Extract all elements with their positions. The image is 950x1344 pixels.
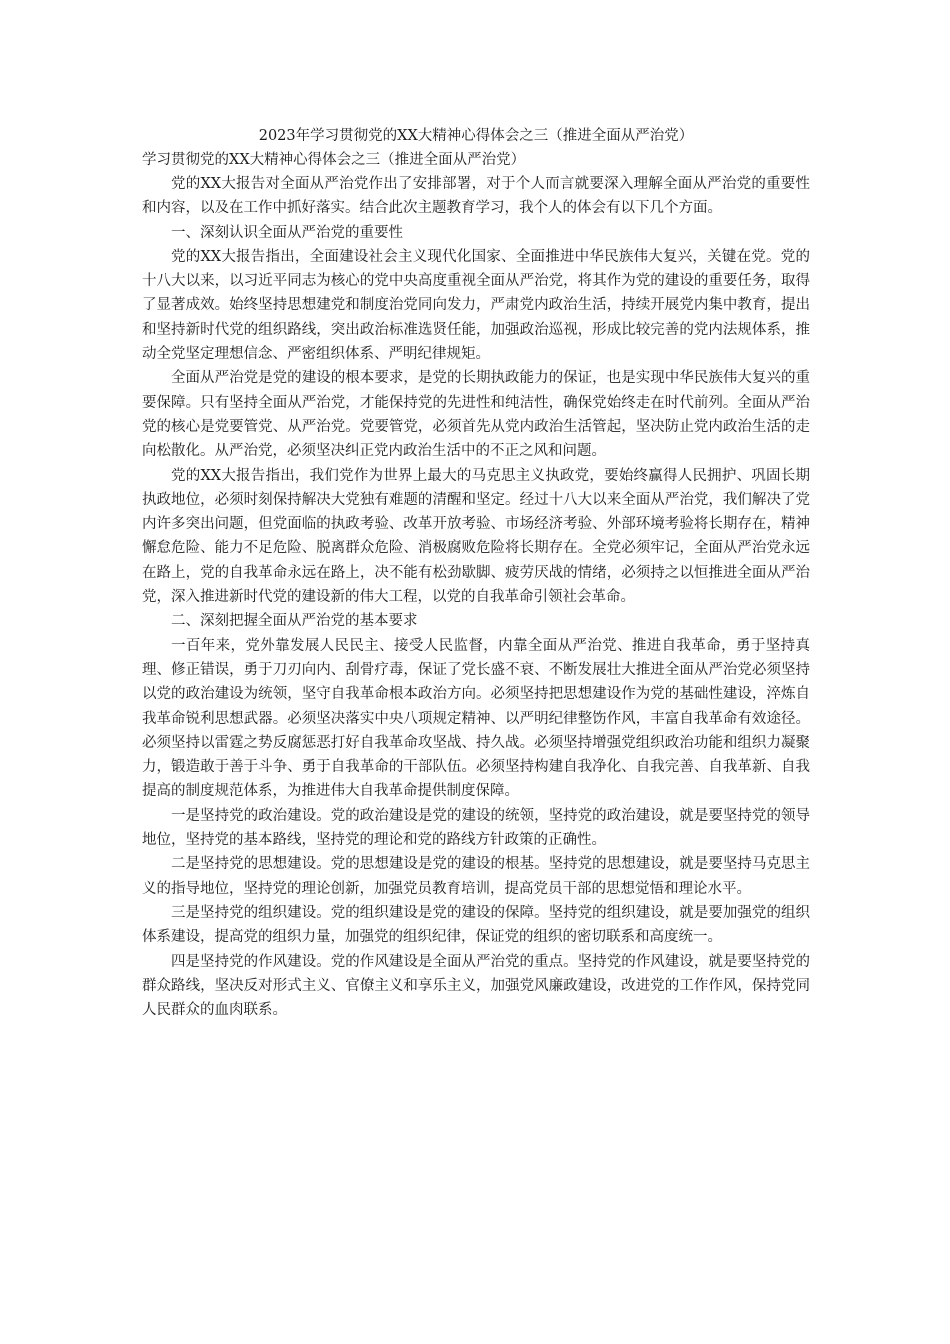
- document-title: 2023年学习贯彻党的XX大精神心得体会之三（推进全面从严治党）: [258, 128, 694, 144]
- paragraph: 党的XX大报告指出，全面建设社会主义现代化国家、全面推进中华民族伟大复兴，关键在党。党的十八大以来，以习近平同志为核心的党中央高度重视全面从严治党，将其作为党的建设的重要任务，取得了显著成效。始终坚持思想建党和制度治党同向发力，严肃党内政治生活，持续开展党内集中教育，提出和坚持新时代党的组织路线，突出政治标准选贤任能，加强政治巡视，形成比较完善的党内法规体系，推动全党坚定理想信念、严密组织体系、严明纪律规矩。: [142, 248, 810, 363]
- paragraph-point-3: 三是坚持党的组织建设。党的组织建设是党的建设的保障。坚持党的组织建设，就是要加强党的组织体系建设，提高党的组织力量，加强党的组织纪律，保证党的组织的密切联系和高度统一。: [142, 904, 810, 946]
- section-heading-1: 一、深刻认识全面从严治党的重要性: [171, 224, 403, 241]
- document-subtitle: 学习贯彻党的XX大精神心得体会之三（推进全面从严治党）: [142, 152, 526, 168]
- paragraph: 一百年来，党外靠发展人民民主、接受人民监督，内靠全面从严治党、推进自我革命，勇于坚持真理、修正错误，勇于刀刃向内、刮骨疗毒，保证了党长盛不衰、不断发展壮大推进全面从严治党必须坚持以党的政治建设为统领，坚守自我革命根本政治方向。必须坚持把思想建设作为党的基础性建设，淬炼自我革命锐利思想武器。必须坚决落实中央八项规定精神、以严明纪律整饬作风，丰富自我革命有效途径。必须坚持以雷霆之势反腐惩恶打好自我革命攻坚战、持久战。必须坚持增强党组织政治功能和组织力凝聚力，锻造敢于善于斗争、勇于自我革命的干部队伍。必须坚持构建自我净化、自我完善、自我革新、自我提高的制度规范体系，为推进伟大自我革命提供制度保障。: [142, 637, 810, 800]
- paragraph-point-4: 四是坚持党的作风建设。党的作风建设是全面从严治党的重点。坚持党的作风建设，就是要坚持党的群众路线，坚决反对形式主义、官僚主义和享乐主义，加强党风廉政建设，改进党的工作作风，保持党同人民群众的血肉联系。: [142, 953, 810, 1019]
- paragraph-intro: 党的XX大报告对全面从严治党作出了安排部署，对于个人而言就要深入理解全面从严治党的重要性和内容，以及在工作中抓好落实。结合此次主题教育学习，我个人的体会有以下几个方面。: [142, 176, 810, 217]
- paragraph: 全面从严治党是党的建设的根本要求，是党的长期执政能力的保证，也是实现中华民族伟大复兴的重要保障。只有坚持全面从严治党，才能保持党的先进性和纯洁性，确保党始终走在时代前列。全面从严治党的核心是党要管党、从严治党。党要管党，必须首先从党内政治生活管起，坚决防止党内政治生活的走向松散化。从严治党，必须坚决纠正党内政治生活中的不正之风和问题。: [142, 370, 810, 460]
- paragraph-point-1: 一是坚持党的政治建设。党的政治建设是党的建设的统领，坚持党的政治建设，就是要坚持党的领导地位，坚持党的基本路线，坚持党的理论和党的路线方针政策的正确性。: [142, 807, 810, 849]
- paragraph: 党的XX大报告指出，我们党作为世界上最大的马克思主义执政党，要始终赢得人民拥护、巩固长期执政地位，必须时刻保持解决大党独有难题的清醒和坚定。经过十八大以来全面从严治党，我们解决了党内许多突出问题，但党面临的执政考验、改革开放考验、市场经济考验、外部环境考验将长期存在，精神懈怠危险、能力不足危险、脱离群众危险、消极腐败危险将长期存在。全党必须牢记，全面从严治党永远在路上，党的自我革命永远在路上，决不能有松劲歇脚、疲劳厌战的情绪，必须持之以恒推进全面从严治党，深入推进新时代党的建设新的伟大工程，以党的自我革命引领社会革命。: [142, 467, 810, 606]
- document-page: [142, 124, 810, 1022]
- section-heading-2: 二、深刻把握全面从严治党的基本要求: [171, 613, 418, 630]
- paragraph-point-2: 二是坚持党的思想建设。党的思想建设是党的建设的根基。坚持党的思想建设，就是要坚持马克思主义的指导地位，坚持党的理论创新，加强党员教育培训，提高党员干部的思想觉悟和理论水平。: [142, 856, 810, 897]
